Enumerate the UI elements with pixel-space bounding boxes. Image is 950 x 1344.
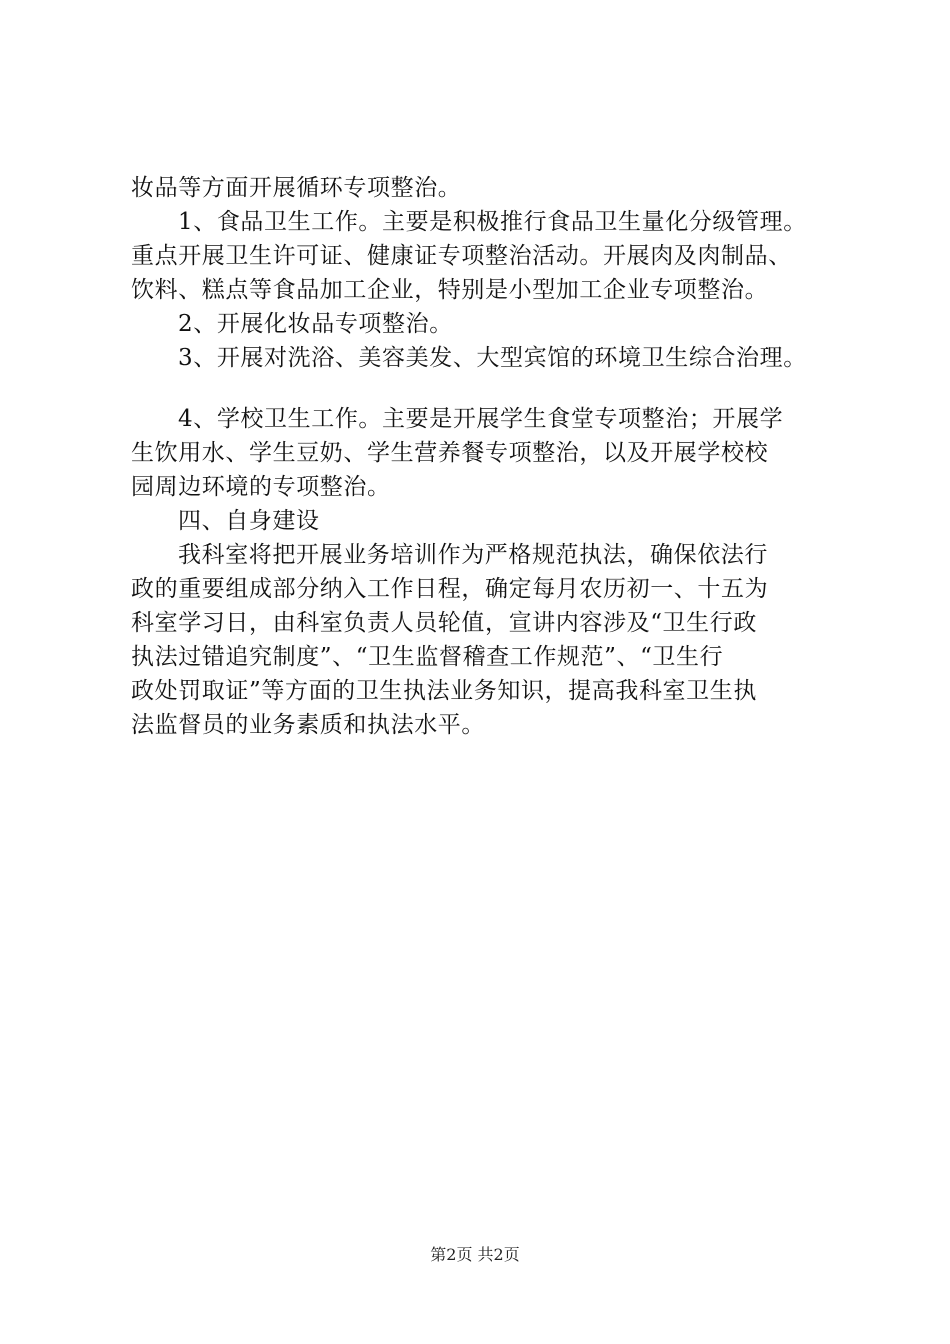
paragraph-line: 3、开展对洗浴、美容美发、大型宾馆的环境卫生综合治理。: [178, 345, 807, 371]
paragraph-line: 妆品等方面开展循环专项整治。: [131, 175, 462, 201]
section-heading: 四、自身建设: [178, 508, 320, 534]
paragraph-line: 法监督员的业务素质和执法水平。: [131, 712, 485, 738]
paragraph-line: 我科室将把开展业务培训作为严格规范执法，确保依法行: [178, 542, 768, 568]
paragraph-line: 执法过错追究制度”、“卫生监督稽查工作规范”、“卫生行: [131, 644, 724, 670]
paragraph-line: 4、学校卫生工作。主要是开展学生食堂专项整治；开展学: [178, 406, 784, 432]
paragraph-line: 2、开展化妆品专项整治。: [178, 311, 453, 337]
paragraph-line: 政处罚取证”等方面的卫生执法业务知识，提高我科室卫生执: [131, 678, 757, 704]
paragraph-line: 园周边环境的专项整治。: [131, 474, 391, 500]
paragraph-line: 重点开展卫生许可证、健康证专项整治活动。开展肉及肉制品、: [131, 243, 792, 269]
paragraph-line: 政的重要组成部分纳入工作日程，确定每月农历初一、十五为: [131, 576, 769, 602]
paragraph-line: 饮料、糕点等食品加工企业，特别是小型加工企业专项整治。: [131, 277, 769, 303]
paragraph-line: 生饮用水、学生豆奶、学生营养餐专项整治，以及开展学校校: [131, 440, 769, 466]
paragraph-line: 1、食品卫生工作。主要是积极推行食品卫生量化分级管理。: [178, 209, 807, 235]
page-footer: 第2页 共2页: [430, 1245, 520, 1264]
paragraph-line: 科室学习日，由科室负责人员轮值，宣讲内容涉及“卫生行政: [131, 610, 757, 636]
